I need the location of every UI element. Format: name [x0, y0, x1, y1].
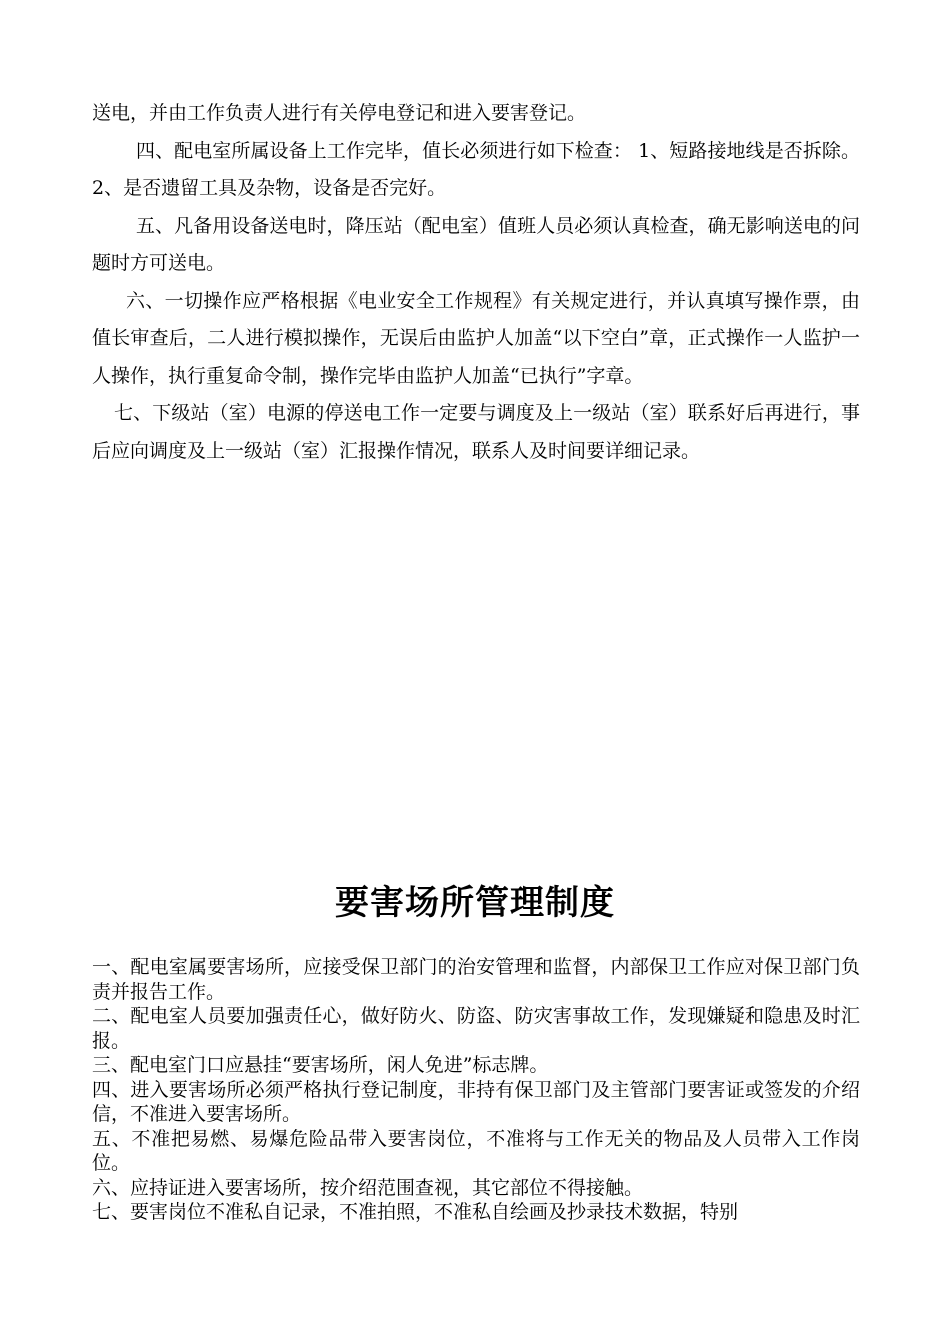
rules-list [92, 955, 860, 1225]
section-title: 要害场所管理制度 [335, 882, 615, 923]
rule-item: 五、不准把易燃、易爆危险品带入要害岗位，不准将与工作无关的物品及人员带入工作岗位。 [92, 1127, 860, 1174]
paragraph-item-6: 六、一切操作应严格根据《电业安全工作规程》有关规定进行，并认真填写操作票，由值长审查后，二人进行模拟操作，无误后由监护人加盖“以下空白”章，正式操作一人监护一人操作，执行重复命令制，操作完毕由监护人加盖“已执行”字章。 [92, 289, 860, 387]
rule-item: 一、配电室属要害场所，应接受保卫部门的治安管理和监督，内部保卫工作应对保卫部门负责并报告工作。 [92, 956, 860, 1003]
rule-item: 六、应持证进入要害场所，按介绍范围查视，其它部位不得接触。 [92, 1176, 644, 1199]
rule-item: 三、配电室门口应悬挂“要害场所，闲人免进”标志牌。 [92, 1054, 549, 1076]
rule-item: 四、进入要害场所必须严格执行登记制度，非持有保卫部门及主管部门要害证或签发的介绍信，不准进入要害场所。 [92, 1078, 860, 1125]
paragraph-item-5: 五、凡备用设备送电时，降压站（配电室）值班人员必须认真检查，确无影响送电的问题时方可送电。 [92, 214, 860, 274]
continued-text-section [92, 95, 860, 470]
paragraph-item-7: 七、下级站（室）电源的停送电工作一定要与调度及上一级站（室）联系好后再进行，事后应向调度及上一级站（室）汇报操作情况，联系人及时间要详细记录。 [92, 402, 860, 462]
rule-item: 二、配电室人员要加强责任心，做好防火、防盗、防灾害事故工作，发现嫌疑和隐患及时汇报。 [92, 1005, 860, 1052]
paragraph-item-4: 四、配电室所属设备上工作完毕，值长必须进行如下检查： 1、短路接地线是否拆除。2、是否遗留工具及杂物，设备是否完好。 [92, 139, 860, 199]
rule-item: 七、要害岗位不准私自记录，不准拍照，不准私自绘画及抄录技术数据，特别 [92, 1201, 739, 1223]
paragraph-continued: 送电，并由工作负责人进行有关停电登记和进入要害登记。 [92, 102, 587, 124]
